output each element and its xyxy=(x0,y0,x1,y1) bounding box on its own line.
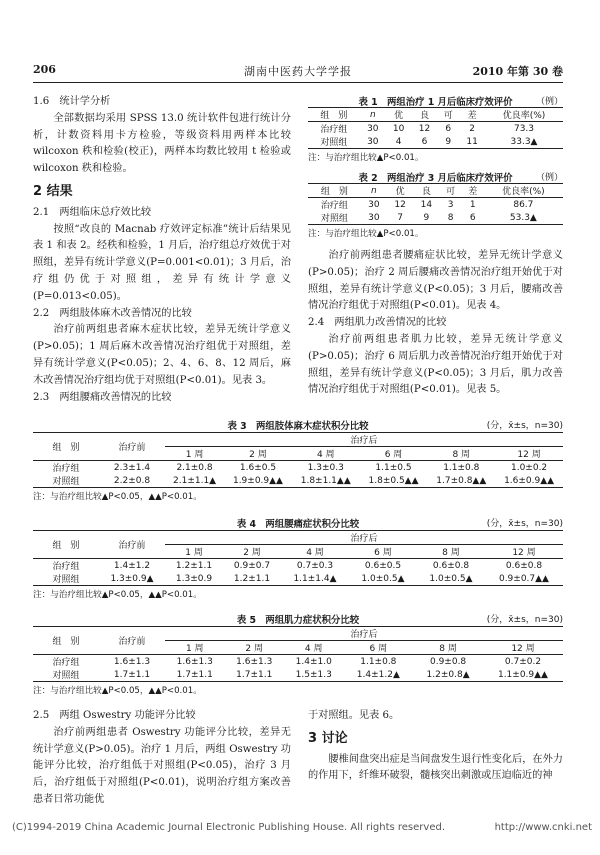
header-rule xyxy=(33,82,563,83)
table-5-caption: 表 5 两组肌力症状积分比较 xyxy=(236,615,360,626)
table-4-week: 12 周 xyxy=(512,548,536,558)
table-2-header: n xyxy=(370,185,377,196)
table-cell: 30 xyxy=(368,199,380,210)
section-3-title: 3 讨论 xyxy=(308,730,348,746)
table-cell: 对照组 xyxy=(52,477,80,487)
table-row xyxy=(308,135,563,149)
issue-info: 2010 年第 30 卷 xyxy=(472,65,563,78)
table-cell: 86.7 xyxy=(513,199,534,210)
table-cell: 0.7±0.3 xyxy=(296,560,334,571)
table-5-week: 8 周 xyxy=(439,644,457,654)
table-cell: 1.1±0.8 xyxy=(443,462,480,473)
table-cell: 1.1±0.9▲▲ xyxy=(497,669,548,680)
section-2-5-title: 2.5 两组 Oswestry 功能评分比较 xyxy=(33,710,196,721)
section-1-6-text: 全部数据均采用 SPSS 13.0 统计软件包进行统计分析，计数资料用卡方检验，等级资料用两样本比较 wilcoxon 秩和检验(校正)，两样本均数比较用 t 检验或 wilcoxon 秩和检验。 xyxy=(33,112,291,175)
table-cell: 1.2±1.1 xyxy=(175,560,213,571)
table-cell: 10 xyxy=(392,123,405,134)
table-3-week: 12 周 xyxy=(517,450,541,460)
table-cell: 9 xyxy=(445,136,452,147)
section-2-2-text: 治疗前两组患者麻木症状比较，差异无统计学意义(P>0.05)；1 周后麻木改善情况治疗组优于对照组，差异有统计学意义(P<0.05)；2、4、6、8、12 周后，麻木改善情况治疗组均优于对照组(P<0.01)。见表 3。 xyxy=(33,324,291,386)
table-cell: 3 xyxy=(447,199,454,210)
table-cell: 1.6±1.3 xyxy=(113,656,151,667)
table-1-unit: （例） xyxy=(535,97,563,107)
table-2 xyxy=(308,170,563,239)
table-5-note: 注：与治疗组比较▲P<0.05，▲▲P<0.01。 xyxy=(33,686,202,696)
table-3-week: 6 周 xyxy=(384,450,403,460)
table-cell: 1.1±0.8 xyxy=(360,656,397,667)
section-2-title: 2 结果 xyxy=(33,183,73,199)
section-2-4-text: 治疗前两组患者肌力比较，差异无统计学意义(P>0.05)；治疗 6 周后肌力改善情况治疗组开始优于对照组，差异有统计学意义(P<0.05)；3 月后，肌力改善情况治疗组优于对照组(P<0.01)。见表 5。 xyxy=(308,333,563,396)
table-cell: 0.9±0.7 xyxy=(233,560,271,571)
table-3-week: 2 周 xyxy=(249,450,267,460)
table-5-week: 12 周 xyxy=(511,644,535,654)
table-cell: 1.7±1.1 xyxy=(176,669,213,680)
running-header xyxy=(33,63,563,81)
table-3-note: 注：与治疗组比较▲P<0.05，▲▲P<0.01。 xyxy=(33,492,202,502)
table-cell: 对照组 xyxy=(52,575,80,585)
table-cell: 8 xyxy=(447,212,454,223)
table-row xyxy=(308,122,563,136)
section-2-5-continued: 于对照组。见表 6。 xyxy=(308,710,400,721)
table-row xyxy=(33,461,563,475)
table-5 xyxy=(33,612,563,696)
table-3-week: 4 周 xyxy=(316,450,335,460)
section-2-4-title: 2.4 两组肌力改善情况的比较 xyxy=(308,317,447,329)
table-cell: 治疗组 xyxy=(52,464,80,474)
table-cell: 4 xyxy=(395,136,402,147)
table-4-week: 4 周 xyxy=(306,548,324,558)
table-row xyxy=(33,668,563,682)
table-cell: 0.7±0.2 xyxy=(504,656,542,667)
table-cell: 1.1±1.4▲ xyxy=(293,573,337,584)
table-2-unit: （例） xyxy=(535,173,563,183)
table-2-header: 良 xyxy=(421,187,431,197)
table-cell: 2.2±0.8 xyxy=(113,475,151,486)
table-cell: 30 xyxy=(367,123,379,134)
table-2-caption: 表 2 两组治疗 3 月后临床疗效评价 xyxy=(358,173,513,184)
right-column-bottom xyxy=(308,708,563,785)
table-cell: 1.6±1.3 xyxy=(176,656,213,667)
table-cell: 0.9±0.8 xyxy=(429,656,467,667)
table-row xyxy=(308,198,563,212)
table-3-week: 8 周 xyxy=(452,450,471,460)
table-cell: 1.8±1.1▲▲ xyxy=(300,475,351,486)
table-cell: 0.6±0.8 xyxy=(505,560,543,571)
table-5-week: 1 周 xyxy=(185,644,204,654)
table-cell: 9 xyxy=(423,212,430,223)
table-cell: 7 xyxy=(397,212,403,223)
section-2-5-text: 治疗前两组患者 Oswestry 功能评分比较，差异无统计学意义(P>0.05)。治疗 1 月后，两组 Oswestry 功能评分比较，治疗组低于对照组(P<0.05)，治疗 3 月后，治疗组低于对照组(P<0.01)，说明治疗组方案改善患者日常功能优 xyxy=(33,726,291,805)
table-cell: 治疗组 xyxy=(52,658,80,668)
table-cell: 1.8±0.5▲▲ xyxy=(368,475,419,486)
table-5-post-header: 治疗后 xyxy=(165,627,563,641)
table-4-caption: 表 4 两组腰痛症状积分比较 xyxy=(236,519,360,530)
table-cell: 1.0±0.5▲ xyxy=(429,573,473,584)
table-4-note: 注：与治疗组比较▲P<0.05，▲▲P<0.01。 xyxy=(33,590,202,600)
table-row xyxy=(33,474,563,488)
table-cell: 30 xyxy=(367,136,379,147)
table-cell: 6 xyxy=(445,123,452,134)
table-1-header: 组 别 xyxy=(320,111,348,121)
section-2-3-text: 治疗前两组患者腰痛症状比较，差异无统计学意义(P>0.05)；治疗 2 周后腰痛改善情况治疗组开始优于对照组，差异有统计学意义(P<0.05)；3 月后，腰痛改善情况治疗组优于对照组(P<0.01)。见表 4。 xyxy=(308,250,563,312)
cnki-link[interactable]: http://www.cnki.net xyxy=(494,822,592,833)
table-cell: 1.7±1.1 xyxy=(236,669,273,680)
table-cell: 1.7±1.1 xyxy=(113,669,151,680)
section-2-2-title: 2.2 两组肢体麻木改善情况的比较 xyxy=(33,307,192,319)
table-cell: 对照组 xyxy=(320,138,348,148)
table-cell: 6 xyxy=(421,136,428,147)
left-column-bottom xyxy=(33,708,291,809)
table-cell: 1.6±1.3 xyxy=(236,656,273,667)
left-column-top xyxy=(33,94,291,406)
table-3 xyxy=(33,418,563,502)
table-cell: 0.6±0.8 xyxy=(432,560,470,571)
table-4-week: 1 周 xyxy=(185,548,203,558)
section-2-1-text: 按照“改良的 Macnab 疗效评定标准”统计后结果见表 1 和表 2。经秩和检验，1 月后，治疗组总疗效优于对照组，差异有统计学意义(P=0.001<0.01)；3 月后，治疗组仍优于对照组，差异有统计学意义(P=0.013<0.05)。 xyxy=(33,223,291,302)
table-cell: 1.3±0.9 xyxy=(175,573,213,584)
section-2-3-title: 2.3 两组腰痛改善情况的比较 xyxy=(33,391,172,403)
table-cell: 1.1±0.5 xyxy=(375,462,412,473)
table-cell: 1.0±0.2 xyxy=(510,462,548,473)
table-5-week: 2 周 xyxy=(245,644,264,654)
table-1-header: 良 xyxy=(419,111,429,121)
table-4 xyxy=(33,516,563,600)
table-4-post-header: 治疗后 xyxy=(165,531,563,545)
table-4-group-header: 组 别 xyxy=(33,531,99,559)
table-cell: 1.4±1.2▲ xyxy=(356,669,400,680)
section-2-1-title: 2.1 两组临床总疗效比较 xyxy=(33,206,152,218)
copyright-footer xyxy=(12,822,592,833)
table-2-header: 可 xyxy=(446,187,456,197)
table-cell: 12 xyxy=(394,199,406,210)
table-cell: 对照组 xyxy=(320,214,348,224)
table-5-week: 4 周 xyxy=(304,644,323,654)
table-3-pre-header: 治疗前 xyxy=(99,433,165,461)
table-cell: 30 xyxy=(368,212,380,223)
table-3-group-header: 组 别 xyxy=(33,433,99,461)
table-cell: 12 xyxy=(418,123,431,134)
right-column-mid xyxy=(308,248,563,399)
table-cell: 14 xyxy=(420,199,433,210)
table-cell: 0.6±0.5 xyxy=(364,560,402,571)
table-3-unit: (分，x̄±s，n=30) xyxy=(486,421,563,431)
table-4-pre-header: 治疗前 xyxy=(99,531,165,559)
table-cell: 1.7±0.8▲▲ xyxy=(436,475,487,486)
table-2-header: 优良率(%) xyxy=(502,187,545,197)
table-5-pre-header: 治疗前 xyxy=(99,627,165,655)
table-cell: 2.1±0.8 xyxy=(176,462,213,473)
table-cell: 1.3±0.9▲ xyxy=(110,573,154,584)
journal-title: 湖南中医药大学学报 xyxy=(244,65,352,78)
table-1-header: 可 xyxy=(443,111,453,121)
table-cell: 1.4±1.2 xyxy=(113,560,151,571)
table-cell: 治疗组 xyxy=(320,125,348,135)
table-1-header: n xyxy=(369,109,376,120)
table-row xyxy=(33,559,563,573)
table-cell: 11 xyxy=(466,136,478,147)
table-cell: 治疗组 xyxy=(52,562,80,572)
table-5-week: 6 周 xyxy=(369,644,388,654)
table-cell: 1.5±1.3 xyxy=(295,669,332,680)
section-3-text: 腰椎间盘突出症是当间盘发生退行性变化后，在外力的作用下，纤维环破裂，髓核突出刺激或压迫临近的神 xyxy=(308,753,563,782)
table-cell: 2.1±1.1▲ xyxy=(173,475,217,486)
table-4-week: 6 周 xyxy=(374,548,392,558)
copyright-text: (C)1994-2019 China Academic Journal Electronic Publishing House. All rights reserved. xyxy=(12,822,445,833)
table-4-unit: (分，x̄±s，n=30) xyxy=(486,519,563,529)
table-cell: 1.6±0.5 xyxy=(239,462,277,473)
table-1 xyxy=(308,94,563,163)
table-cell: 0.9±0.7▲▲ xyxy=(498,573,549,584)
page-number: 206 xyxy=(33,63,56,76)
table-4-week: 8 周 xyxy=(442,548,460,558)
table-cell: 2 xyxy=(469,123,475,134)
table-cell: 1.0±0.5▲ xyxy=(361,573,405,584)
table-cell: 53.3▲ xyxy=(509,212,537,223)
table-cell: 1 xyxy=(469,199,476,210)
table-2-header: 优 xyxy=(395,187,405,197)
table-cell: 1.9±0.9▲▲ xyxy=(232,475,283,486)
table-3-week: 1 周 xyxy=(185,450,204,460)
table-cell: 1.3±0.3 xyxy=(307,462,344,473)
table-1-header: 差 xyxy=(467,111,477,121)
table-cell: 1.2±1.1 xyxy=(233,573,271,584)
table-cell: 1.6±0.9▲▲ xyxy=(504,475,555,486)
table-row xyxy=(33,655,563,669)
table-1-caption: 表 1 两组治疗 1 月后临床疗效评价 xyxy=(358,97,513,108)
table-2-note: 注：与治疗组比较▲P<0.01。 xyxy=(308,229,424,239)
table-2-header: 差 xyxy=(468,187,478,197)
table-cell: 1.2±0.8▲ xyxy=(426,669,470,680)
table-3-post-header: 治疗后 xyxy=(165,433,563,447)
table-1-header: 优良率(%) xyxy=(502,111,546,121)
table-cell: 2.3±1.4 xyxy=(113,462,151,473)
table-5-group-header: 组 别 xyxy=(33,627,99,655)
table-cell: 6 xyxy=(469,212,476,223)
table-3-caption: 表 3 两组肢体麻木症状积分比较 xyxy=(227,421,369,432)
table-4-week: 2 周 xyxy=(243,548,261,558)
table-1-header: 优 xyxy=(394,111,404,121)
table-cell: 33.3▲ xyxy=(510,136,538,147)
table-cell: 1.4±1.0 xyxy=(295,656,332,667)
table-5-unit: (分，x̄±s，n=30) xyxy=(486,615,563,625)
table-row xyxy=(33,572,563,586)
table-cell: 73.3 xyxy=(513,123,535,134)
table-cell: 对照组 xyxy=(52,671,80,681)
section-1-6-title: 1.6 统计学分析 xyxy=(33,96,111,107)
table-cell: 治疗组 xyxy=(320,201,348,211)
table-2-header: 组 别 xyxy=(320,187,348,197)
table-1-note: 注：与治疗组比较▲P<0.01。 xyxy=(308,153,424,163)
table-row xyxy=(308,211,563,225)
